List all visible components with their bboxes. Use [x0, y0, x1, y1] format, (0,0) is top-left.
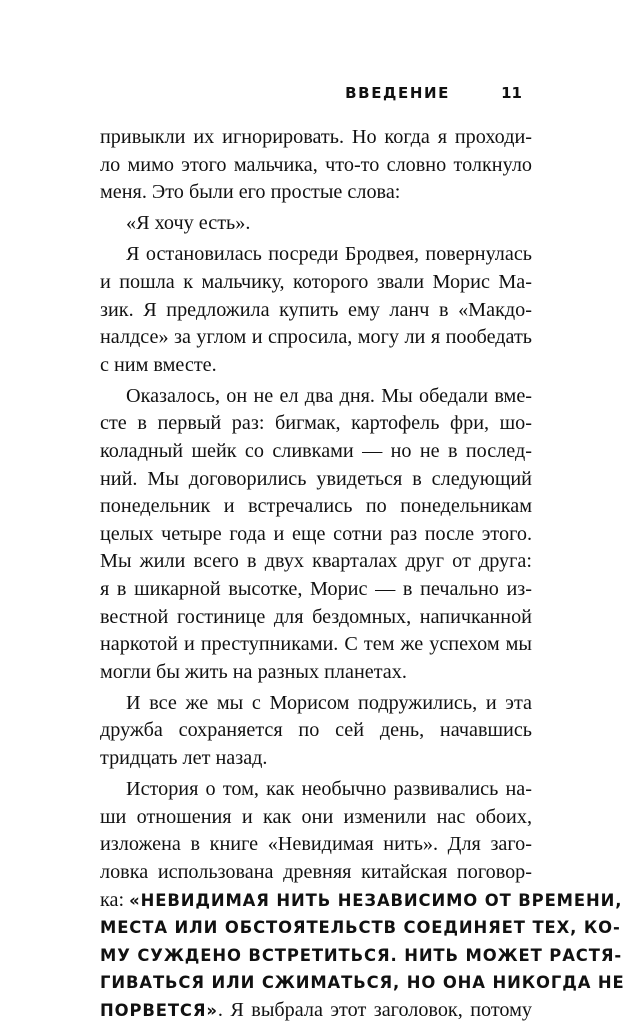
quote-text: «НЕВИДИМАЯ НИТЬ НЕЗАВИСИМО ОТ ВРЕМЕНИ, [129, 890, 623, 910]
text-line: Я остановилась посреди Бродвея, повернулась [126, 243, 532, 266]
text-line: изложена в книге «Невидимая нить». Для заго- [100, 833, 532, 856]
text-line [100, 997, 532, 1025]
text-line: наркотой и преступниками. С тем же успехом мы [100, 633, 532, 656]
text-line: привыкли их игнорировать. Но когда я проходи- [100, 126, 532, 148]
text-line: целых четыре года и еще сотни раз после этого. [100, 522, 532, 545]
page-number: 11 [501, 84, 522, 102]
text-line: ло мимо этого мальчика, что-то словно толкнуло [100, 153, 532, 176]
section-title: ВВЕДЕНИЕ [345, 84, 450, 102]
text-line: и пошла к мальчику, которого звали Морис Ма- [100, 270, 532, 293]
text-line: могли бы жить на разных планетах. [100, 660, 407, 683]
text-line: дружба сохраняется по сей день, начавшись [100, 719, 532, 742]
text-line: И все же мы с Морисом подружились, и эта [126, 691, 532, 714]
text-line: меня. Это были его простые слова: [100, 181, 401, 204]
text-line: я в шикарной высотке, Морис — в печально из- [100, 578, 532, 600]
text-line: налдсе» за углом и спросила, могу ли я пообедать [100, 326, 532, 349]
text-line: коладный шейк со сливками — но не в послед- [100, 440, 532, 463]
paragraph [100, 383, 532, 687]
running-header [0, 84, 632, 108]
text-line: ний. Мы договорились увидеться в следующий [100, 467, 532, 490]
text-line: тридцать лет назад. [100, 747, 268, 770]
text-line: Оказалось, он не ел два дня. Мы обедали вме- [126, 384, 532, 407]
text-line: зик. Я предложила купить ему ланч в «Макдо- [100, 298, 532, 321]
text-line: ши отношения и как они изменили нас обоих, [100, 805, 532, 828]
paragraph [100, 776, 625, 1024]
text-fragment: . Я выбрала этот заголовок, потому [217, 998, 532, 1021]
paragraph [100, 690, 532, 773]
quote-line: МУ СУЖДЕНО ВСТРЕТИТЬСЯ. НИТЬ МОЖЕТ РАСТЯ- [100, 945, 623, 965]
text-line: Мы жили всего в двух кварталах друг от друга: [100, 550, 532, 573]
text-line: «Я хочу есть». [126, 212, 251, 235]
text-line: История о том, как необычно развивались на- [126, 778, 532, 801]
text-line: сте в первый раз: бигмак, картофель фри, шо- [100, 412, 532, 435]
quote-line: МЕСТА ИЛИ ОБСТОЯТЕЛЬСТВ СОЕДИНЯЕТ ТЕХ, КО- [100, 918, 621, 938]
paragraph [100, 210, 532, 238]
text-line: ловка использована древняя китайская поговор- [100, 860, 532, 883]
text-line: понедельник и встречались по понедельникам [100, 495, 532, 518]
text-fragment: ка: [100, 888, 130, 911]
text-line: вестной гостинице для бездомных, напичканной [100, 605, 532, 628]
quote-text: ПОРВЕТСЯ» [100, 1000, 218, 1020]
paragraph [100, 241, 532, 379]
text-line: с ним вместе. [100, 353, 217, 376]
paragraph [100, 124, 532, 207]
text-line [100, 887, 623, 915]
body-text [100, 124, 625, 1028]
quote-line: ГИВАТЬСЯ ИЛИ СЖИМАТЬСЯ, НО ОНА НИКОГДА НЕ [100, 973, 625, 993]
